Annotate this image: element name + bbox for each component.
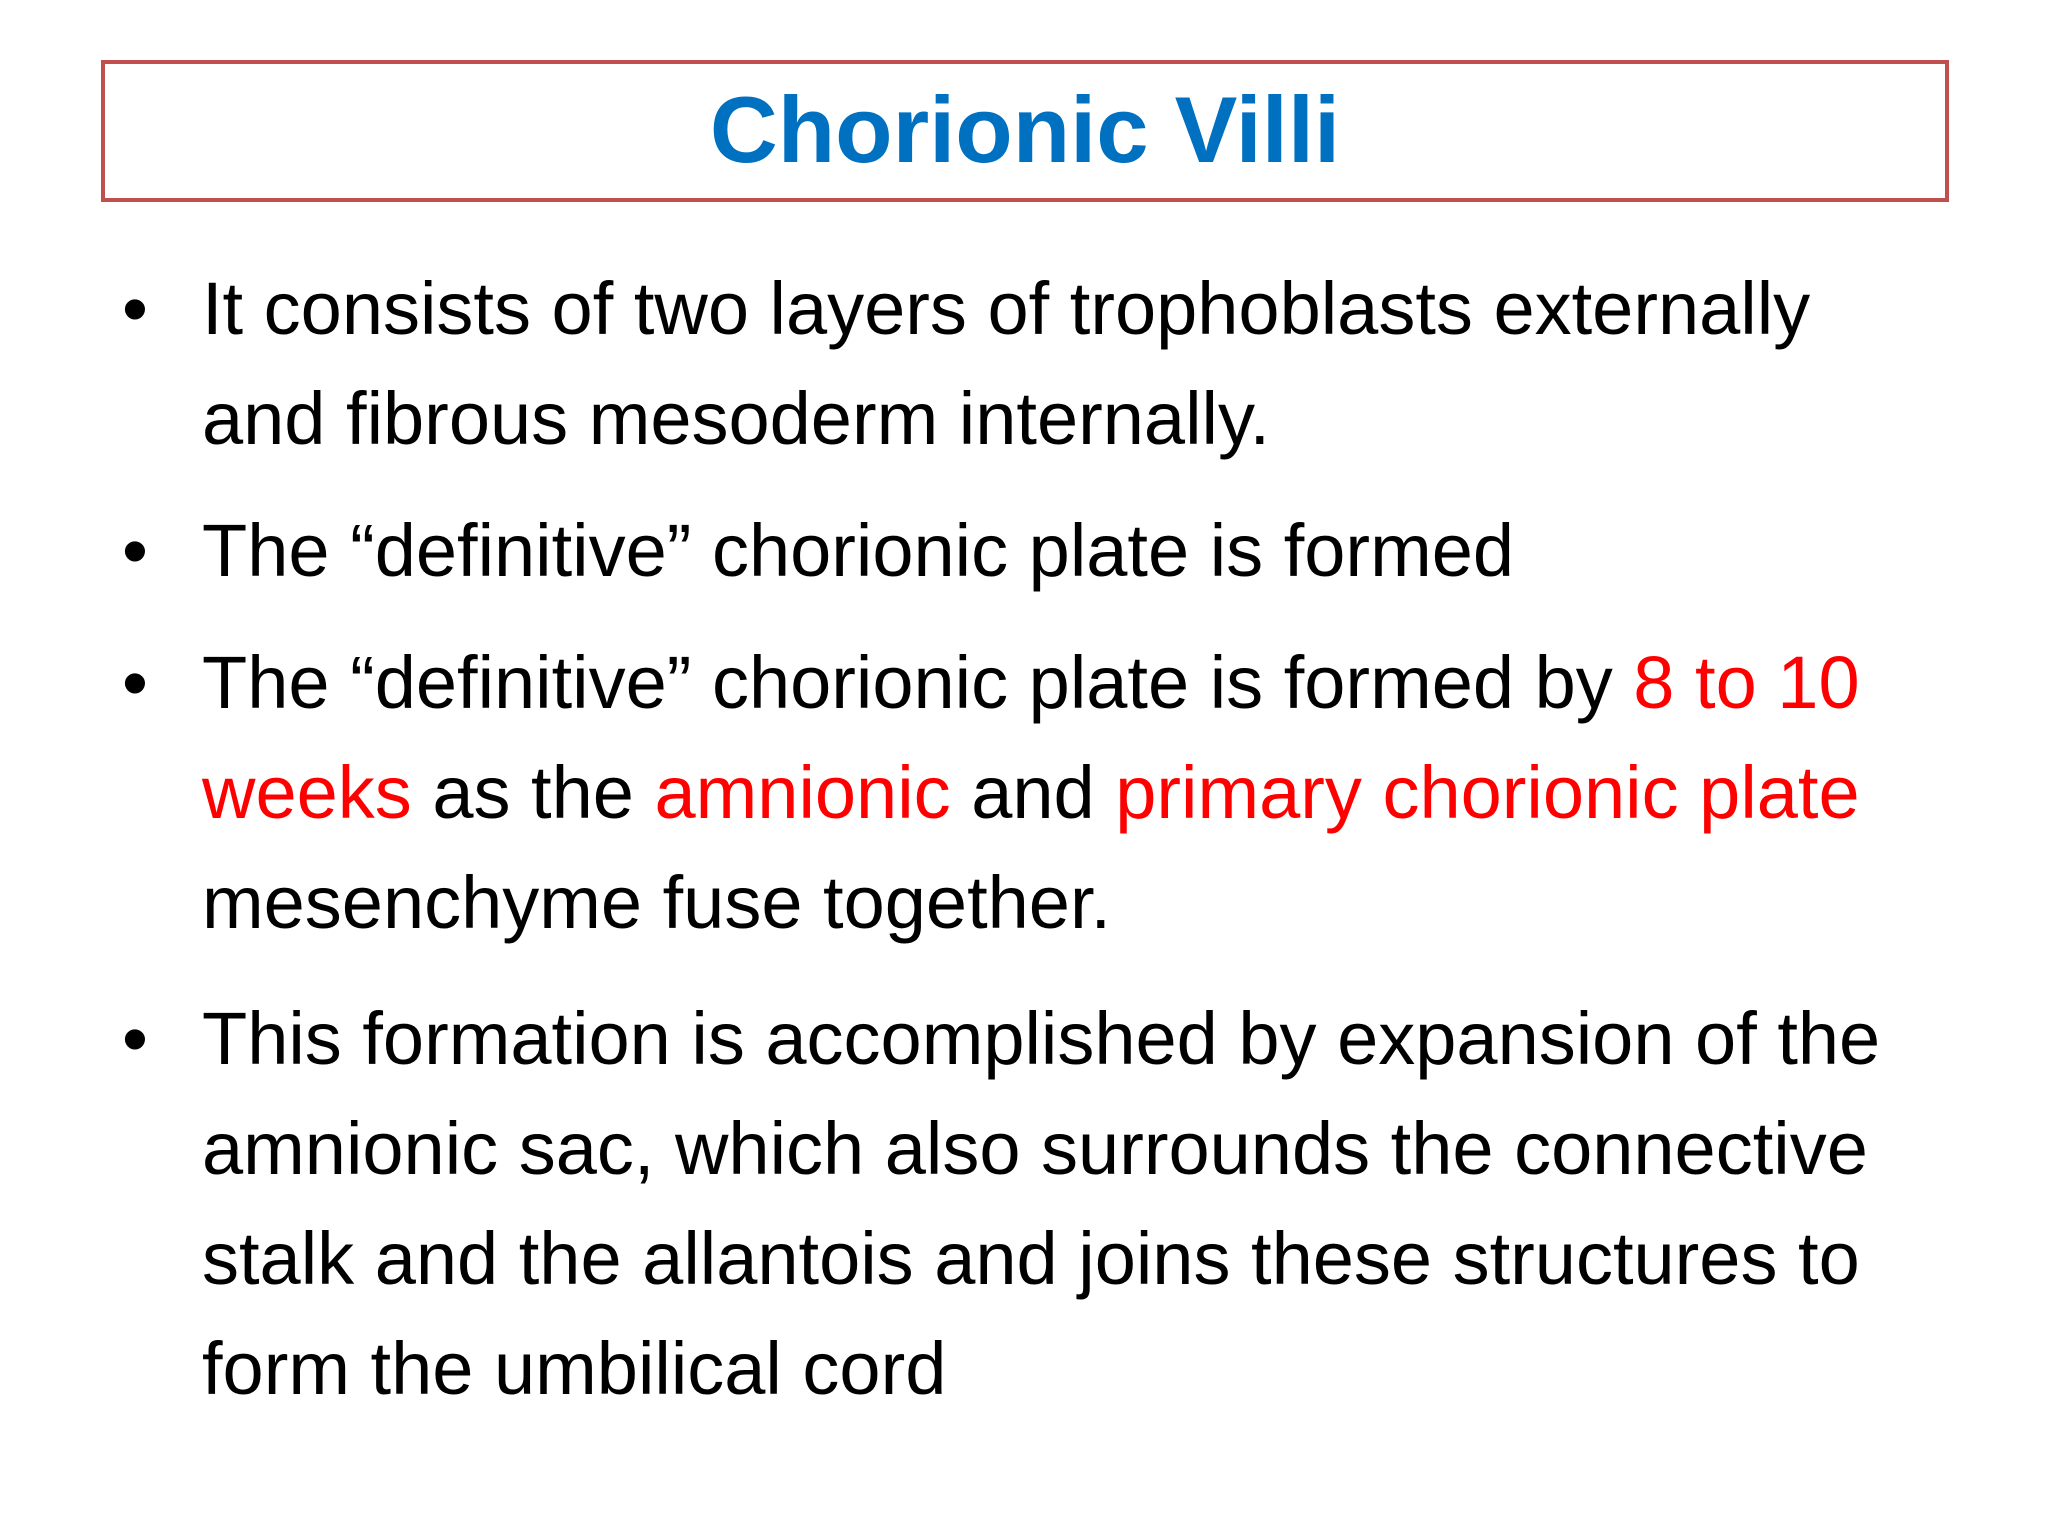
- bullet-item: [110, 628, 1940, 958]
- bullet-dot-icon: •: [122, 267, 148, 350]
- bullet-text: The “definitive” chorionic plate is formed: [202, 509, 1515, 592]
- bullet-dot-icon: •: [122, 641, 148, 724]
- bullet-text: It consists of two layers of trophoblasts externally and fibrous mesoderm internally.: [202, 267, 1811, 460]
- bullet-item: [110, 496, 1940, 606]
- slide-title: Chorionic Villi: [709, 77, 1341, 182]
- highlight-amnionic: amnionic: [654, 751, 951, 834]
- bullet-text-segment: The “definitive” chorionic plate is formed by: [202, 641, 1634, 724]
- bullet-text-segment: mesenchyme fuse together.: [202, 861, 1112, 944]
- title-box: [101, 60, 1949, 202]
- bullet-dot-icon: •: [122, 509, 148, 592]
- bullet-text: This formation is accomplished by expansion of the amnionic sac, which also surrounds the connective stalk and the allantois and joins these structures to form the umbilical cord: [202, 997, 1881, 1410]
- bullet-dot-icon: •: [122, 997, 148, 1080]
- highlight-primary-chorionic-plate: primary chorionic plate: [1115, 751, 1860, 834]
- bullet-text-segment: and: [950, 751, 1116, 834]
- bullet-list: [110, 254, 1940, 1424]
- highlight-weeks: 8 to 10 weeks: [202, 641, 1860, 834]
- bullet-text-segment: as the: [411, 751, 655, 834]
- bullet-item: [110, 254, 1940, 474]
- bullet-item: [110, 984, 1940, 1424]
